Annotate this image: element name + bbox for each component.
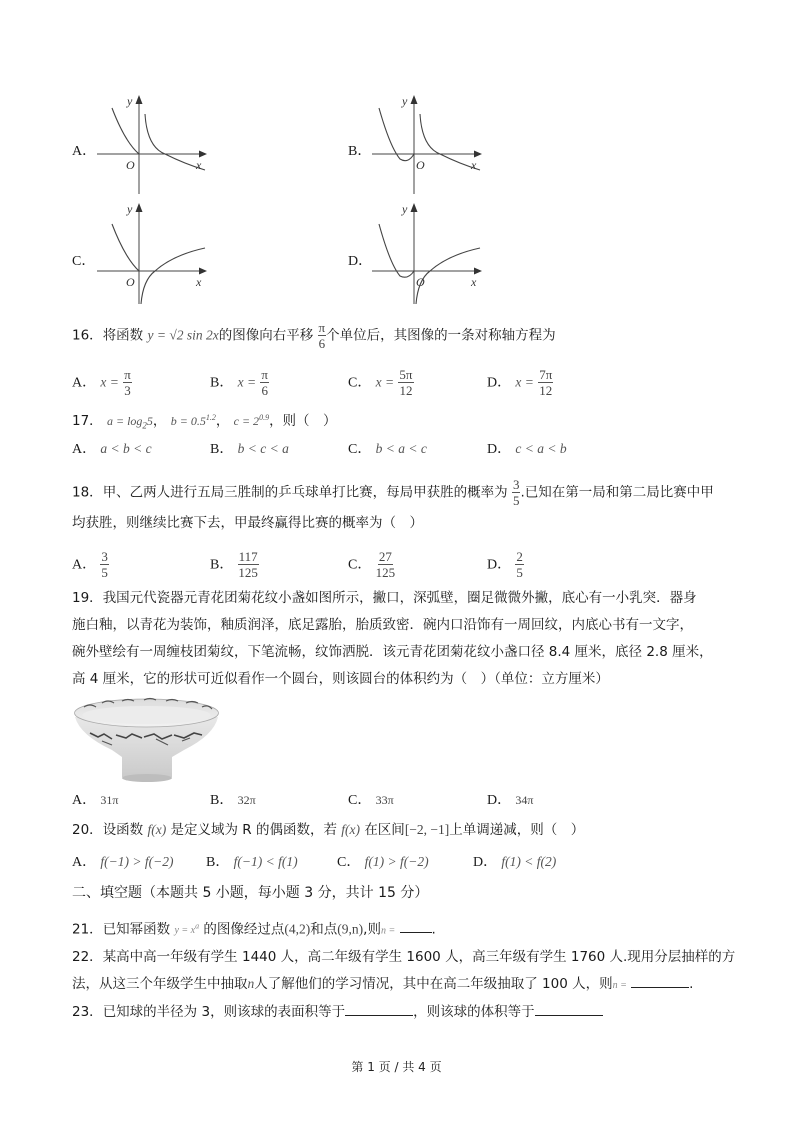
q20-option-d[interactable]: D． f(1) < f(2) <box>473 854 557 870</box>
q19-option-d[interactable]: D． 34π <box>487 793 534 808</box>
graph-a-icon <box>95 92 210 197</box>
graph-d-icon <box>370 200 485 305</box>
svg-text:y: y <box>127 202 133 216</box>
svg-text:O: O <box>416 158 425 172</box>
q20-option-c[interactable]: C． f(1) > f(−2) <box>337 854 429 870</box>
q15-graph-a <box>95 92 210 197</box>
q17-option-c[interactable]: C． b < a < c <box>348 441 427 457</box>
q19-line-4: 高 4 厘米，它的形状可近似看作一个圆台，则该圆台的体积约为（ ）（单位：立方厘米） <box>72 671 609 687</box>
q19-option-c[interactable]: C． 33π <box>348 793 394 808</box>
svg-text:y: y <box>402 202 408 216</box>
q15-graph-c <box>95 200 210 305</box>
q17-a-expr: $a = \log_25$ <box>106 414 153 431</box>
q20-stem: 20．设函数 f(x) 是定义域为 R 的偶函数，若 f(x) 在区间[−2, −1]上单调递减，则（ ） <box>72 822 585 838</box>
q15-option-c-label: C． <box>72 254 96 269</box>
q16-option-d[interactable]: D． x = $\frac{7\pi}{12}$ <box>487 367 553 398</box>
bowl-image-icon <box>72 695 220 787</box>
bowl-photo <box>72 695 220 791</box>
q17-b-expr: $b = 0.5^{1.2}$ <box>170 413 216 428</box>
q23-volume-blank[interactable] <box>535 1003 603 1016</box>
q19-line-3: 碗外壁绘有一周缠枝团菊纹，下笔流畅，纹饰洒脱．该元青花团菊花纹小盏口径 8.4 厘米，底径 2.8 厘米， <box>72 644 713 660</box>
graph-c-icon <box>95 200 210 305</box>
svg-text:x: x <box>196 158 202 172</box>
section-2-heading: 二、填空题（本题共 5 小题，每小题 3 分，共计 15 分） <box>72 885 429 901</box>
q17-option-a[interactable]: A． a < b < c <box>72 441 152 457</box>
q23-surface-area-blank[interactable] <box>345 1003 413 1016</box>
q18-option-b[interactable]: B． $\frac{117}{125}$ <box>210 549 258 580</box>
q23-stem: 23．已知球的半径为 3，则该球的表面积等于 ，则该球的体积等于 <box>72 1003 603 1021</box>
q16-option-c[interactable]: C． x = $\frac{5\pi}{12}$ <box>348 367 413 398</box>
q16-expression: y = √2 sin 2x <box>147 327 219 343</box>
q17-option-d[interactable]: D． c < a < b <box>487 441 567 457</box>
q16-option-a[interactable]: A． x = $\frac{\pi}{3}$ <box>72 367 131 398</box>
q15-option-b-label: B． <box>348 144 372 159</box>
svg-text:O: O <box>126 275 135 289</box>
graph-b-icon <box>370 92 485 197</box>
q17-option-b[interactable]: B． b < c < a <box>210 441 289 457</box>
q21-stem: 21．已知幂函数 $y = x^a$ 的图像经过点(4,2)和点(9,n),则n = . <box>72 921 436 938</box>
q17-stem: 17． $a = \log_25$， $b = 0.5^{1.2}$， $c = 2^{0.9}$，则（ ） <box>72 413 337 431</box>
q19-line-2: 施白釉，以青花为装饰，釉质润泽，底足露胎，胎质致密．碗内口沿饰有一周回纹，内底心书有一文字， <box>72 617 693 633</box>
svg-text:x: x <box>196 275 202 289</box>
q22-line-2: 法，从这三个年级学生中抽取n人了解他们的学习情况，其中在高二年级抽取了 100 人，则n = . <box>72 976 694 992</box>
q16-option-b[interactable]: B． x = $\frac{\pi}{6}$ <box>210 367 268 398</box>
q18-stem-line1: 18．甲、乙两人进行五局三胜制的乒乓球单打比赛，每局甲获胜的概率为 $\frac{3}{5}$ .已知在第一局和第二局比赛中甲 <box>72 477 714 508</box>
q18-option-c[interactable]: C． $\frac{27}{125}$ <box>348 549 396 580</box>
page-number: 第 1 页 / 共 4 页 <box>351 1060 442 1074</box>
q21-answer-blank[interactable] <box>400 920 432 933</box>
svg-text:x: x <box>471 158 477 172</box>
q15-option-d-label: D． <box>348 254 373 269</box>
q15-graph-d <box>370 200 485 305</box>
page-footer <box>0 1058 793 1075</box>
q18-option-a[interactable]: A． $\frac{3}{5}$ <box>72 549 108 580</box>
q19-line-1: 19．我国元代瓷器元青花团菊花纹小盏如图所示，撇口，深弧壁，圈足微微外撇，底心有一小乳突．器身 <box>72 590 697 606</box>
q15-option-a-label: A． <box>72 144 97 159</box>
q18-stem-line2: 均获胜，则继续比赛下去，甲最终赢得比赛的概率为（ ） <box>72 515 423 531</box>
svg-text:O: O <box>126 158 135 172</box>
svg-text:y: y <box>402 94 408 108</box>
svg-text:O: O <box>416 275 425 289</box>
q20-option-b[interactable]: B． f(−1) < f(1) <box>206 854 298 870</box>
q16-shift-fraction: $\frac{\pi}{6}$ <box>318 320 326 351</box>
q22-line-1: 22．某高中高一年级有学生 1440 人，高二年级有学生 1600 人，高三年级有学生 1760 人.现用分层抽样的方 <box>72 949 736 965</box>
q17-c-expr: $c = 2^{0.9}$ <box>233 413 270 428</box>
q18-option-d[interactable]: D． $\frac{2}{5}$ <box>487 549 523 580</box>
svg-text:x: x <box>471 275 477 289</box>
q19-option-a[interactable]: A． 31π <box>72 793 119 808</box>
q15-graph-b <box>370 92 485 197</box>
q22-answer-blank[interactable] <box>631 975 689 988</box>
q19-option-b[interactable]: B． 32π <box>210 793 256 808</box>
q16-stem: 16．将函数 y = √2 sin 2x的图像向右平移 $\frac{\pi}{6}$ 个单位后，其图像的一条对称轴方程为 <box>72 320 556 351</box>
q20-option-a[interactable]: A． f(−1) > f(−2) <box>72 854 174 870</box>
svg-text:y: y <box>127 94 133 108</box>
